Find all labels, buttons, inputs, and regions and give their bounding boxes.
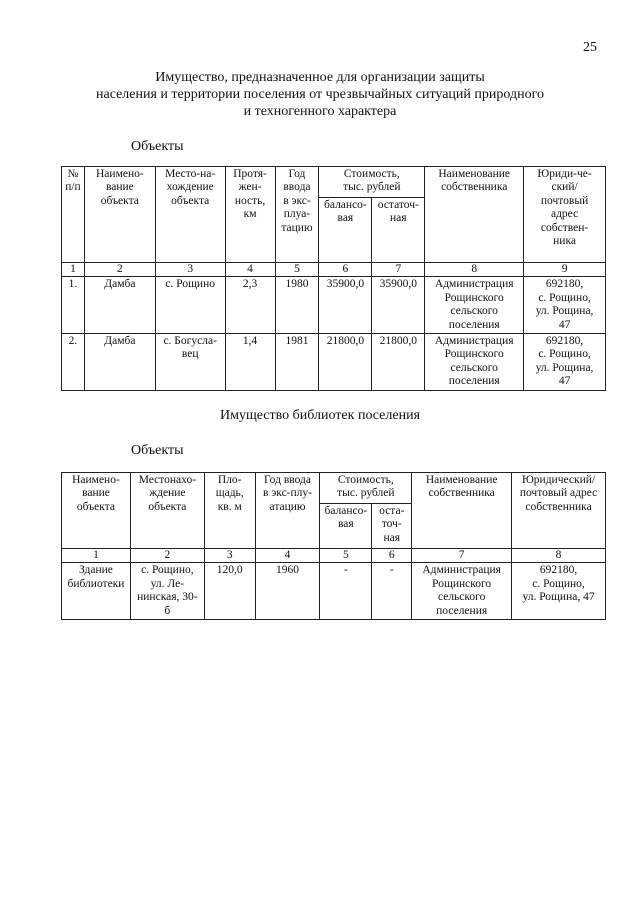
header-cost: Стоимость, тыс. рублей: [320, 473, 412, 504]
library-property-title: Имущество библиотек поселения: [219, 408, 421, 423]
page-number: 25: [583, 40, 597, 55]
header-owner: Наименование собственника: [425, 167, 524, 263]
column-number: 5: [275, 263, 319, 277]
header-year: Год ввода в экс-плу- атацию: [255, 473, 320, 549]
column-number: 5: [320, 549, 372, 563]
column-number: 3: [155, 263, 225, 277]
row-balance: -: [320, 563, 372, 620]
column-number: 1: [62, 263, 85, 277]
column-number: 3: [204, 549, 255, 563]
row-residual: 21800,0: [372, 334, 425, 391]
row-location: с. Богусла- вец: [155, 334, 225, 391]
row-location: с. Рощино: [155, 277, 225, 334]
table-header-row: [62, 473, 606, 504]
column-number: 6: [372, 549, 412, 563]
objects-table: [61, 166, 606, 391]
row-address: 692180, с. Рощино, ул. Рощина, 47: [512, 563, 606, 620]
header-cost-residual: остаточ- ная: [372, 198, 425, 263]
column-number: 6: [319, 263, 372, 277]
row-num: 2.: [62, 334, 85, 391]
header-name: Наимено- вание объекта: [84, 167, 155, 263]
column-number-row: [62, 263, 606, 277]
header-cost: Стоимость, тыс. рублей: [319, 167, 425, 198]
header-year: Год ввода в экс- плуа- тацию: [275, 167, 319, 263]
row-year: 1981: [275, 334, 319, 391]
header-location: Местонахо- ждение объекта: [130, 473, 204, 549]
header-address: Юридический/ почтовый адрес собственника: [512, 473, 606, 549]
column-number: 2: [84, 263, 155, 277]
table-row: [62, 334, 606, 391]
heading-line-2: населения и территории поселения от чрезвычайных ситуаций природного: [95, 87, 544, 102]
column-number: 2: [130, 549, 204, 563]
section2-label: Объекты: [131, 443, 184, 458]
header-num: № п/п: [62, 167, 85, 263]
header-cost-balance: балансо- вая: [319, 198, 372, 263]
header-location: Место-на- хождение объекта: [155, 167, 225, 263]
column-number: 8: [512, 549, 606, 563]
table-row: [62, 277, 606, 334]
row-balance: 35900,0: [319, 277, 372, 334]
row-name: Дамба: [84, 334, 155, 391]
header-area: Пло- щадь, кв. м: [204, 473, 255, 549]
row-address: 692180, с. Рощино, ул. Рощина, 47: [524, 277, 606, 334]
row-year: 1960: [255, 563, 320, 620]
row-location: с. Рощино, ул. Ле- нинская, 30- б: [130, 563, 204, 620]
column-number: 1: [62, 549, 131, 563]
column-number: 7: [412, 549, 512, 563]
column-number: 4: [225, 263, 275, 277]
row-owner: Администрация Рощинского сельского поселения: [412, 563, 512, 620]
column-number: 9: [524, 263, 606, 277]
table-header-row: [62, 167, 606, 198]
row-residual: -: [372, 563, 412, 620]
header-address: Юриди-че- ский/ почтовый адрес собствен- ника: [524, 167, 606, 263]
row-residual: 35900,0: [372, 277, 425, 334]
header-owner: Наименование собственника: [412, 473, 512, 549]
row-length: 1,4: [225, 334, 275, 391]
header-length: Протя- жен- ность, км: [225, 167, 275, 263]
row-area: 120,0: [204, 563, 255, 620]
column-number: 8: [425, 263, 524, 277]
row-balance: 21800,0: [319, 334, 372, 391]
row-address: 692180, с. Рощино, ул. Рощина, 47: [524, 334, 606, 391]
section1-label: Объекты: [131, 139, 184, 154]
header-cost-residual: оста- точ- ная: [372, 504, 412, 549]
heading-line-3: и техногенного характера: [243, 104, 397, 119]
header-cost-balance: балансо- вая: [320, 504, 372, 549]
row-owner: Администрация Рощинского сельского поселения: [425, 277, 524, 334]
row-num: 1.: [62, 277, 85, 334]
document-heading: [0, 69, 640, 120]
row-length: 2,3: [225, 277, 275, 334]
library-table: [61, 472, 606, 620]
row-name: Дамба: [84, 277, 155, 334]
heading-line-1: Имущество, предназначенное для организации защиты: [155, 70, 485, 85]
column-number: 7: [372, 263, 425, 277]
column-number: 4: [255, 549, 320, 563]
table-row: [62, 563, 606, 620]
row-name: Здание библиотеки: [62, 563, 131, 620]
column-number-row: [62, 549, 606, 563]
row-year: 1980: [275, 277, 319, 334]
header-name: Наимено- вание объекта: [62, 473, 131, 549]
row-owner: Администрация Рощинского сельского поселения: [425, 334, 524, 391]
